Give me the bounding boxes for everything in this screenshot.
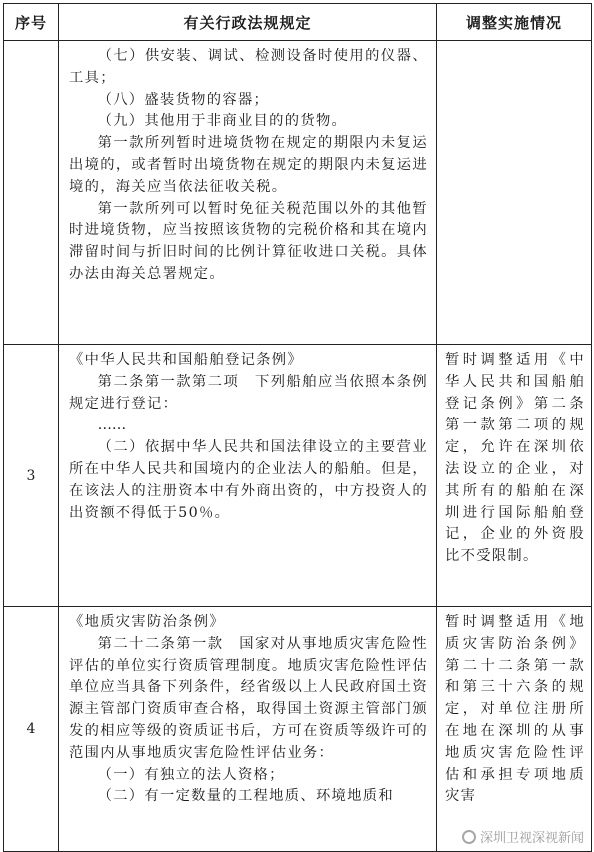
adjustment-cell: [437, 607, 592, 852]
header-number: 序号: [4, 4, 59, 41]
adjustment-text: 暂时调整适用《地质灾害防治条例》第二十二条第一款和第三十六条的规定，对单位注册所在地在深圳的从事地质灾害危险性评估和承担专项地质灾害: [445, 614, 585, 805]
watermark-logo-icon: [462, 830, 476, 844]
row-number: 4: [4, 607, 59, 852]
header-adjustment: 调整实施情况: [437, 4, 592, 41]
adjustment-cell: [437, 41, 592, 345]
adjustment-cell: [437, 345, 592, 607]
table-row: [4, 41, 592, 345]
regulation-paragraph: （二）依据中华人民共和国法律设立的主要营业所在中华人民共和国境内的企业法人的船舶。但是，在该法人的注册资本中有外商出资的，中方投资人的出资额不得低于50％。: [69, 439, 428, 521]
regulation-table: [3, 3, 592, 852]
regulation-paragraph: 第一款所列暂时进境货物在规定的期限内未复运出境的，或者暂时出境货物在规定的期限内未复运进境的，海关应当依法征收关税。: [69, 135, 428, 195]
row-number: 3: [4, 345, 59, 607]
regulation-paragraph: （七）供安装、调试、检测设备时使用的仪器、工具；: [69, 48, 428, 86]
regulation-paragraph: 第二十二条第一款 国家对从事地质灾害危险性评估的单位实行资质管理制度。地质灾害危险性评估单位应当具备下列条件，经省级以上人民政府国土资源主管部门资质审查合格，取得国土资源主管部门颁发的相应等级的资质证书后，方可在资质等级许可的范围内从事地质灾害危险性评估业务：: [69, 635, 428, 761]
regulation-paragraph: （二）有一定数量的工程地质、环境地质和: [97, 788, 394, 805]
header-row: [4, 4, 592, 41]
regulation-paragraph: （九）其他用于非商业目的的货物。: [97, 113, 348, 130]
regulation-paragraph: （八）盛装货物的容器；: [97, 91, 270, 108]
table-row: [4, 345, 592, 607]
ellipsis: ……: [97, 417, 127, 434]
regulation-cell: [59, 345, 437, 607]
regulation-title: 《中华人民共和国船舶登记条例》: [69, 352, 303, 368]
header-regulation: 有关行政法规规定: [59, 4, 437, 41]
regulation-paragraph: 第二条第一款第二项 下列船舶应当依照本条例规定进行登记：: [69, 373, 428, 412]
regulation-paragraph: 第一款所列可以暂时免征关税范围以外的其他暂时进境货物，应当按照该货物的完税价格和其在境内滞留时间与折旧时间的比例计算征收进口关税。具体办法由海关总署规定。: [69, 200, 428, 282]
regulation-cell: [59, 41, 437, 345]
table-row: [4, 607, 592, 852]
regulation-title: 《地质灾害防治条例》: [69, 614, 225, 630]
regulation-cell: [59, 607, 437, 852]
adjustment-text: 暂时调整适用《中华人民共和国船舶登记条例》第二条第一款第二项的规定，允许在深圳依法设立的企业，对其所有的船舶在深圳进行国际船舶登记，企业的外资股比不受限制。: [445, 352, 585, 565]
watermark-text: 深圳卫视深视新闻: [479, 831, 584, 846]
regulation-paragraph: （一）有独立的法人资格；: [97, 766, 285, 783]
row-number: [4, 41, 59, 345]
watermark: [462, 827, 584, 846]
